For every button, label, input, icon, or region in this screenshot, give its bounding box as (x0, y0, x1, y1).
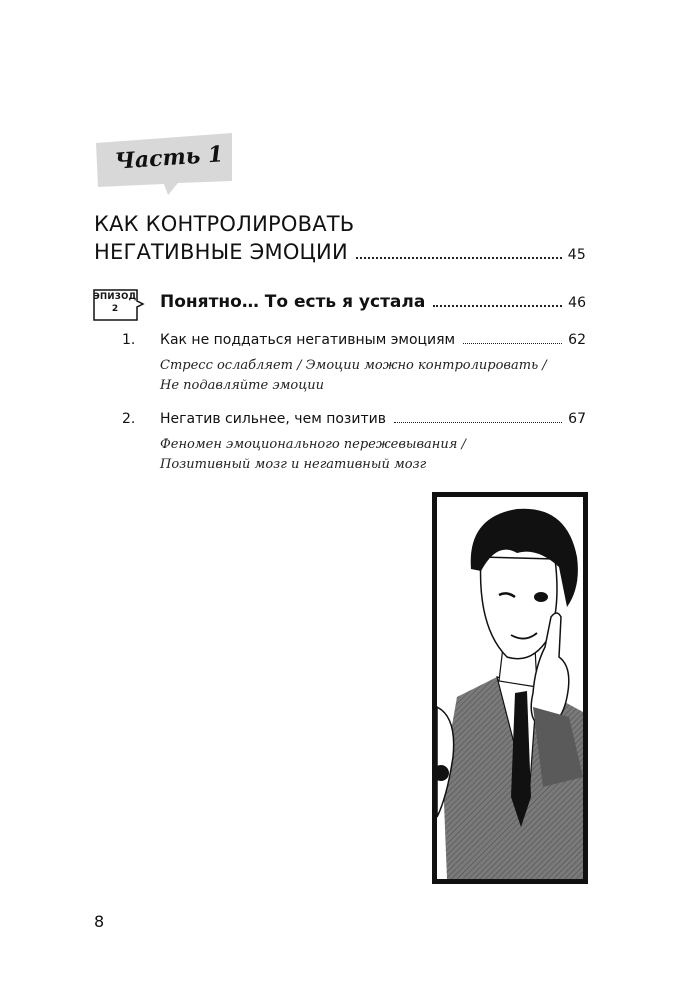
dot-leader (356, 257, 562, 259)
chapter-title: Негатив сильнее, чем позитив (160, 411, 386, 427)
chapter-row[interactable] (160, 332, 586, 349)
dot-leader (394, 422, 562, 423)
chapter-number: 1. (122, 332, 136, 348)
chapter-page-number: 62 (568, 332, 586, 348)
chapter-number: 2. (122, 411, 136, 427)
chapter-title: Как не поддаться негативным эмоциям (160, 332, 456, 348)
episode-title: Понятно… То есть я устала (160, 292, 426, 312)
episode-row[interactable] (160, 292, 586, 313)
section-title-line2: НЕГАТИВНЫЕ ЭМОЦИИ (94, 240, 348, 264)
character-drawing (437, 497, 583, 879)
dot-leader (433, 305, 562, 307)
chapter-subtopics-line1: Стресс ослабляет / Эмоции можно контролировать / (160, 358, 547, 373)
part-title: Часть 1 (113, 141, 225, 175)
dot-leader (463, 343, 562, 344)
episode-badge (93, 289, 145, 321)
section-title-line1: КАК КОНТРОЛИРОВАТЬ (94, 212, 355, 236)
chapter-subtopics-line1: Феномен эмоционального пережевывания / (160, 437, 466, 452)
chapter-row[interactable] (160, 411, 586, 428)
section-page-number: 45 (567, 247, 586, 263)
part-badge (94, 131, 234, 197)
episode-page-number: 46 (568, 295, 586, 311)
chapter-subtopics-line2: Позитивный мозг и негативный мозг (160, 457, 427, 472)
episode-label: ЭПИЗОД (93, 292, 137, 302)
episode-number: 2 (111, 304, 119, 314)
section-title-row[interactable] (94, 240, 586, 265)
chapter-subtopics-line2: Не подавляйте эмоции (160, 378, 325, 393)
page-number: 8 (94, 912, 105, 931)
chapter-page-number: 67 (568, 411, 586, 427)
manga-illustration (432, 492, 588, 884)
